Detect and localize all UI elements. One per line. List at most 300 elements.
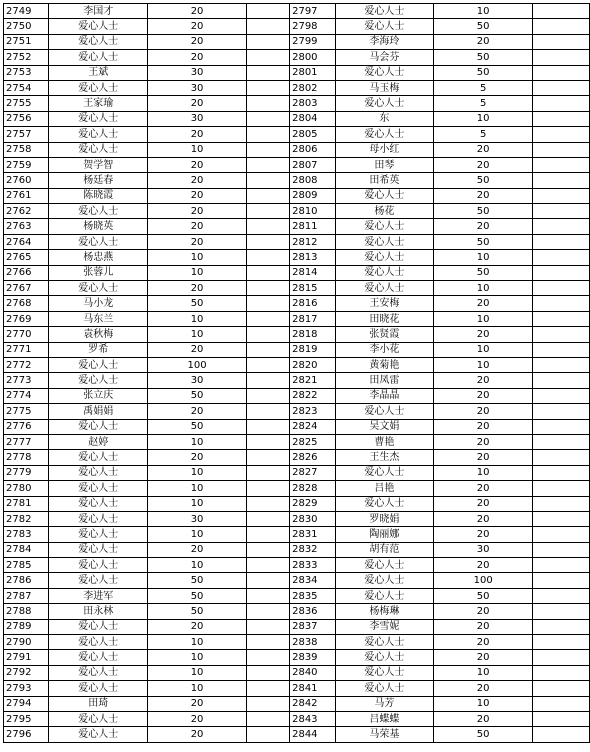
table-row — [4, 558, 590, 573]
empty-cell — [246, 142, 289, 157]
donation-amount: 10 — [148, 665, 247, 680]
empty-cell — [533, 250, 590, 265]
donation-amount: 20 — [148, 34, 247, 49]
empty-cell — [533, 65, 590, 80]
donation-amount: 20 — [148, 188, 247, 203]
donor-name: 李雪妮 — [335, 619, 434, 634]
empty-cell — [533, 127, 590, 142]
donor-name: 爱心人士 — [49, 19, 148, 34]
empty-cell — [533, 111, 590, 126]
entry-number: 2761 — [4, 188, 49, 203]
entry-number: 2831 — [290, 527, 335, 542]
donation-amount: 20 — [148, 342, 247, 357]
donation-amount: 50 — [148, 604, 247, 619]
donor-name: 爱心人士 — [335, 635, 434, 650]
donor-name: 爱心人士 — [49, 373, 148, 388]
donation-amount: 30 — [148, 111, 247, 126]
table-row — [4, 250, 590, 265]
entry-number: 2808 — [290, 173, 335, 188]
donor-name: 爱心人士 — [335, 265, 434, 280]
entry-number: 2780 — [4, 481, 49, 496]
donor-name: 张贤霞 — [335, 327, 434, 342]
donation-amount: 50 — [434, 588, 533, 603]
entry-number: 2782 — [4, 511, 49, 526]
table-row — [4, 34, 590, 49]
donation-amount: 50 — [434, 173, 533, 188]
donor-name: 爱心人士 — [335, 219, 434, 234]
empty-cell — [246, 558, 289, 573]
entry-number: 2804 — [290, 111, 335, 126]
donation-amount: 10 — [434, 465, 533, 480]
donor-name: 爱心人士 — [335, 188, 434, 203]
empty-cell — [246, 342, 289, 357]
donation-amount: 20 — [434, 157, 533, 172]
entry-number: 2840 — [290, 665, 335, 680]
table-row — [4, 450, 590, 465]
donation-amount: 20 — [148, 696, 247, 711]
table-row — [4, 696, 590, 711]
donation-amount: 10 — [434, 342, 533, 357]
empty-cell — [533, 619, 590, 634]
donor-name: 爱心人士 — [49, 496, 148, 511]
donor-name: 爱心人士 — [49, 450, 148, 465]
donor-name: 爱心人士 — [335, 681, 434, 696]
donor-name: 爱心人士 — [335, 496, 434, 511]
entry-number: 2812 — [290, 234, 335, 249]
donor-name: 爱心人士 — [335, 4, 434, 19]
donor-name: 李海玲 — [335, 34, 434, 49]
empty-cell — [246, 573, 289, 588]
donation-amount: 20 — [148, 157, 247, 172]
table-row — [4, 173, 590, 188]
table-row — [4, 619, 590, 634]
entry-number: 2794 — [4, 696, 49, 711]
entry-number: 2783 — [4, 527, 49, 542]
table-row — [4, 311, 590, 326]
empty-cell — [246, 296, 289, 311]
donation-amount: 10 — [434, 696, 533, 711]
empty-cell — [533, 234, 590, 249]
donation-amount: 20 — [434, 650, 533, 665]
entry-number: 2817 — [290, 311, 335, 326]
donation-amount: 5 — [434, 80, 533, 95]
donation-amount: 50 — [148, 296, 247, 311]
entry-number: 2807 — [290, 157, 335, 172]
donor-name: 爱心人士 — [335, 404, 434, 419]
donor-name: 田永林 — [49, 604, 148, 619]
donor-name: 李进军 — [49, 588, 148, 603]
entry-number: 2773 — [4, 373, 49, 388]
entry-number: 2758 — [4, 142, 49, 157]
empty-cell — [246, 496, 289, 511]
entry-number: 2803 — [290, 96, 335, 111]
table-row — [4, 727, 590, 742]
donor-name: 爱心人士 — [49, 34, 148, 49]
entry-number: 2823 — [290, 404, 335, 419]
empty-cell — [246, 511, 289, 526]
empty-cell — [533, 650, 590, 665]
donor-name: 王生杰 — [335, 450, 434, 465]
donation-amount: 30 — [434, 542, 533, 557]
entry-number: 2752 — [4, 50, 49, 65]
table-row — [4, 96, 590, 111]
donation-amount: 20 — [148, 204, 247, 219]
entry-number: 2755 — [4, 96, 49, 111]
table-row — [4, 157, 590, 172]
empty-cell — [246, 650, 289, 665]
empty-cell — [533, 173, 590, 188]
table-row — [4, 388, 590, 403]
donation-amount: 10 — [434, 250, 533, 265]
entry-number: 2775 — [4, 404, 49, 419]
entry-number: 2842 — [290, 696, 335, 711]
empty-cell — [246, 681, 289, 696]
donor-name: 爱心人士 — [335, 665, 434, 680]
entry-number: 2759 — [4, 157, 49, 172]
empty-cell — [533, 496, 590, 511]
entry-number: 2827 — [290, 465, 335, 480]
empty-cell — [533, 727, 590, 742]
donor-name: 爱心人士 — [49, 111, 148, 126]
entry-number: 2832 — [290, 542, 335, 557]
empty-cell — [246, 188, 289, 203]
donation-amount: 10 — [434, 111, 533, 126]
empty-cell — [533, 542, 590, 557]
empty-cell — [533, 34, 590, 49]
donation-amount: 20 — [148, 127, 247, 142]
donor-name: 曹艳 — [335, 434, 434, 449]
donor-name: 田希英 — [335, 173, 434, 188]
entry-number: 2829 — [290, 496, 335, 511]
donation-amount: 30 — [148, 80, 247, 95]
entry-number: 2786 — [4, 573, 49, 588]
donation-amount: 5 — [434, 127, 533, 142]
table-row — [4, 19, 590, 34]
entry-number: 2820 — [290, 357, 335, 372]
empty-cell — [533, 450, 590, 465]
empty-cell — [533, 219, 590, 234]
empty-cell — [246, 481, 289, 496]
donation-amount: 30 — [148, 65, 247, 80]
empty-cell — [246, 404, 289, 419]
table-row — [4, 711, 590, 726]
entry-number: 2771 — [4, 342, 49, 357]
empty-cell — [533, 388, 590, 403]
entry-number: 2763 — [4, 219, 49, 234]
donation-amount: 20 — [148, 619, 247, 634]
table-row — [4, 588, 590, 603]
empty-cell — [246, 4, 289, 19]
donor-name: 张立庆 — [49, 388, 148, 403]
empty-cell — [246, 219, 289, 234]
empty-cell — [533, 665, 590, 680]
donor-name: 马东兰 — [49, 311, 148, 326]
empty-cell — [533, 604, 590, 619]
table-row — [4, 357, 590, 372]
entry-number: 2814 — [290, 265, 335, 280]
entry-number: 2819 — [290, 342, 335, 357]
donation-amount: 20 — [434, 511, 533, 526]
donation-amount: 30 — [148, 373, 247, 388]
table-row — [4, 65, 590, 80]
donation-amount: 50 — [434, 19, 533, 34]
empty-cell — [246, 588, 289, 603]
donor-name: 陈晓霞 — [49, 188, 148, 203]
table-row — [4, 327, 590, 342]
entry-number: 2828 — [290, 481, 335, 496]
donation-amount: 20 — [434, 527, 533, 542]
entry-number: 2797 — [290, 4, 335, 19]
donor-name: 赵婷 — [49, 434, 148, 449]
donor-name: 爱心人士 — [335, 96, 434, 111]
donor-name: 吕艳 — [335, 481, 434, 496]
donation-rows — [4, 4, 590, 743]
donation-amount: 20 — [434, 496, 533, 511]
donation-amount: 10 — [148, 250, 247, 265]
donor-name: 爱心人士 — [49, 635, 148, 650]
empty-cell — [246, 265, 289, 280]
entry-number: 2805 — [290, 127, 335, 142]
entry-number: 2810 — [290, 204, 335, 219]
table-row — [4, 604, 590, 619]
entry-number: 2834 — [290, 573, 335, 588]
entry-number: 2818 — [290, 327, 335, 342]
empty-cell — [246, 373, 289, 388]
donor-name: 母小红 — [335, 142, 434, 157]
donor-name: 爱心人士 — [49, 481, 148, 496]
entry-number: 2826 — [290, 450, 335, 465]
entry-number: 2754 — [4, 80, 49, 95]
entry-number: 2844 — [290, 727, 335, 742]
entry-number: 2749 — [4, 4, 49, 19]
empty-cell — [533, 558, 590, 573]
donation-amount: 20 — [148, 281, 247, 296]
donation-amount: 10 — [148, 496, 247, 511]
table-row — [4, 650, 590, 665]
donor-name: 爱心人士 — [49, 281, 148, 296]
empty-cell — [533, 527, 590, 542]
donation-amount: 50 — [434, 265, 533, 280]
donation-amount: 20 — [434, 142, 533, 157]
donor-name: 爱心人士 — [49, 465, 148, 480]
donor-name: 黄菊艳 — [335, 357, 434, 372]
donation-amount: 20 — [434, 373, 533, 388]
donor-name: 禹娟娟 — [49, 404, 148, 419]
entry-number: 2764 — [4, 234, 49, 249]
donation-amount: 20 — [434, 34, 533, 49]
table-row — [4, 142, 590, 157]
donor-name: 爱心人士 — [335, 234, 434, 249]
donor-name: 爱心人士 — [49, 681, 148, 696]
donor-name: 王斌 — [49, 65, 148, 80]
donor-name: 马会芬 — [335, 50, 434, 65]
empty-cell — [246, 327, 289, 342]
entry-number: 2815 — [290, 281, 335, 296]
empty-cell — [246, 434, 289, 449]
empty-cell — [533, 588, 590, 603]
empty-cell — [533, 265, 590, 280]
entry-number: 2839 — [290, 650, 335, 665]
empty-cell — [246, 727, 289, 742]
donor-name: 爱心人士 — [49, 80, 148, 95]
entry-number: 2760 — [4, 173, 49, 188]
table-row — [4, 573, 590, 588]
donor-name: 爱心人士 — [49, 573, 148, 588]
donor-name: 爱心人士 — [335, 558, 434, 573]
table-row — [4, 419, 590, 434]
entry-number: 2778 — [4, 450, 49, 465]
empty-cell — [533, 696, 590, 711]
entry-number: 2798 — [290, 19, 335, 34]
entry-number: 2774 — [4, 388, 49, 403]
entry-number: 2790 — [4, 635, 49, 650]
donor-name: 爱心人士 — [49, 234, 148, 249]
donor-name: 爱心人士 — [335, 588, 434, 603]
donation-amount: 20 — [434, 188, 533, 203]
donation-amount: 20 — [434, 481, 533, 496]
empty-cell — [533, 481, 590, 496]
entry-number: 2837 — [290, 619, 335, 634]
entry-number: 2765 — [4, 250, 49, 265]
entry-number: 2777 — [4, 434, 49, 449]
donation-amount: 10 — [148, 327, 247, 342]
donor-name: 罗晓娟 — [335, 511, 434, 526]
table-row — [4, 681, 590, 696]
donor-name: 爱心人士 — [49, 711, 148, 726]
table-row — [4, 204, 590, 219]
empty-cell — [246, 80, 289, 95]
donation-amount: 20 — [434, 450, 533, 465]
entry-number: 2766 — [4, 265, 49, 280]
donor-name: 爱心人士 — [49, 619, 148, 634]
donor-name: 田凤雷 — [335, 373, 434, 388]
donation-amount: 50 — [434, 65, 533, 80]
empty-cell — [246, 234, 289, 249]
donor-name: 爱心人士 — [335, 250, 434, 265]
donor-name: 马荣基 — [335, 727, 434, 742]
entry-number: 2796 — [4, 727, 49, 742]
donation-amount: 30 — [148, 511, 247, 526]
empty-cell — [533, 281, 590, 296]
empty-cell — [533, 511, 590, 526]
donor-name: 杨梅琳 — [335, 604, 434, 619]
donation-amount: 20 — [434, 296, 533, 311]
donation-amount: 100 — [148, 357, 247, 372]
donation-amount: 20 — [434, 434, 533, 449]
donation-amount: 20 — [434, 558, 533, 573]
entry-number: 2751 — [4, 34, 49, 49]
empty-cell — [533, 50, 590, 65]
table-row — [4, 511, 590, 526]
donor-name: 爱心人士 — [335, 281, 434, 296]
empty-cell — [246, 173, 289, 188]
table-row — [4, 50, 590, 65]
entry-number: 2772 — [4, 357, 49, 372]
entry-number: 2788 — [4, 604, 49, 619]
table-row — [4, 188, 590, 203]
entry-number: 2757 — [4, 127, 49, 142]
donor-name: 李国才 — [49, 4, 148, 19]
empty-cell — [246, 665, 289, 680]
donor-name: 田晓花 — [335, 311, 434, 326]
donation-amount: 10 — [148, 434, 247, 449]
donor-name: 罗希 — [49, 342, 148, 357]
donor-name: 贺学智 — [49, 157, 148, 172]
empty-cell — [246, 527, 289, 542]
empty-cell — [533, 681, 590, 696]
entry-number: 2770 — [4, 327, 49, 342]
table-row — [4, 342, 590, 357]
donor-name: 马芳 — [335, 696, 434, 711]
table-row — [4, 111, 590, 126]
donor-name: 陶丽娜 — [335, 527, 434, 542]
donor-name: 李小花 — [335, 342, 434, 357]
empty-cell — [246, 419, 289, 434]
empty-cell — [246, 19, 289, 34]
entry-number: 2825 — [290, 434, 335, 449]
entry-number: 2841 — [290, 681, 335, 696]
donor-name: 爱心人士 — [49, 511, 148, 526]
donor-name: 爱心人士 — [49, 357, 148, 372]
donor-name: 爱心人士 — [335, 465, 434, 480]
entry-number: 2801 — [290, 65, 335, 80]
donation-table — [3, 3, 590, 743]
table-row — [4, 281, 590, 296]
empty-cell — [246, 465, 289, 480]
donor-name: 爱心人士 — [49, 665, 148, 680]
empty-cell — [246, 250, 289, 265]
entry-number: 2806 — [290, 142, 335, 157]
table-row — [4, 219, 590, 234]
donor-name: 李晶晶 — [335, 388, 434, 403]
donation-amount: 10 — [148, 465, 247, 480]
donor-name: 爱心人士 — [49, 419, 148, 434]
empty-cell — [246, 50, 289, 65]
donor-name: 王家瑜 — [49, 96, 148, 111]
table-row — [4, 296, 590, 311]
empty-cell — [533, 635, 590, 650]
entry-number: 2753 — [4, 65, 49, 80]
empty-cell — [246, 696, 289, 711]
entry-number: 2811 — [290, 219, 335, 234]
empty-cell — [533, 204, 590, 219]
donation-amount: 20 — [148, 450, 247, 465]
donation-amount: 10 — [148, 311, 247, 326]
donor-name: 爱心人士 — [49, 50, 148, 65]
empty-cell — [246, 619, 289, 634]
entry-number: 2813 — [290, 250, 335, 265]
donation-amount: 20 — [434, 219, 533, 234]
donation-amount: 20 — [148, 404, 247, 419]
empty-cell — [533, 404, 590, 419]
empty-cell — [246, 542, 289, 557]
donation-amount: 10 — [434, 357, 533, 372]
entry-number: 2836 — [290, 604, 335, 619]
donation-amount: 50 — [434, 234, 533, 249]
empty-cell — [533, 4, 590, 19]
donation-amount: 20 — [434, 419, 533, 434]
donation-amount: 20 — [148, 173, 247, 188]
entry-number: 2795 — [4, 711, 49, 726]
donor-name: 爱心人士 — [335, 65, 434, 80]
donation-amount: 10 — [148, 558, 247, 573]
entry-number: 2809 — [290, 188, 335, 203]
donation-amount: 50 — [434, 727, 533, 742]
table-row — [4, 234, 590, 249]
table-row — [4, 373, 590, 388]
donor-name: 爱心人士 — [335, 650, 434, 665]
empty-cell — [533, 19, 590, 34]
